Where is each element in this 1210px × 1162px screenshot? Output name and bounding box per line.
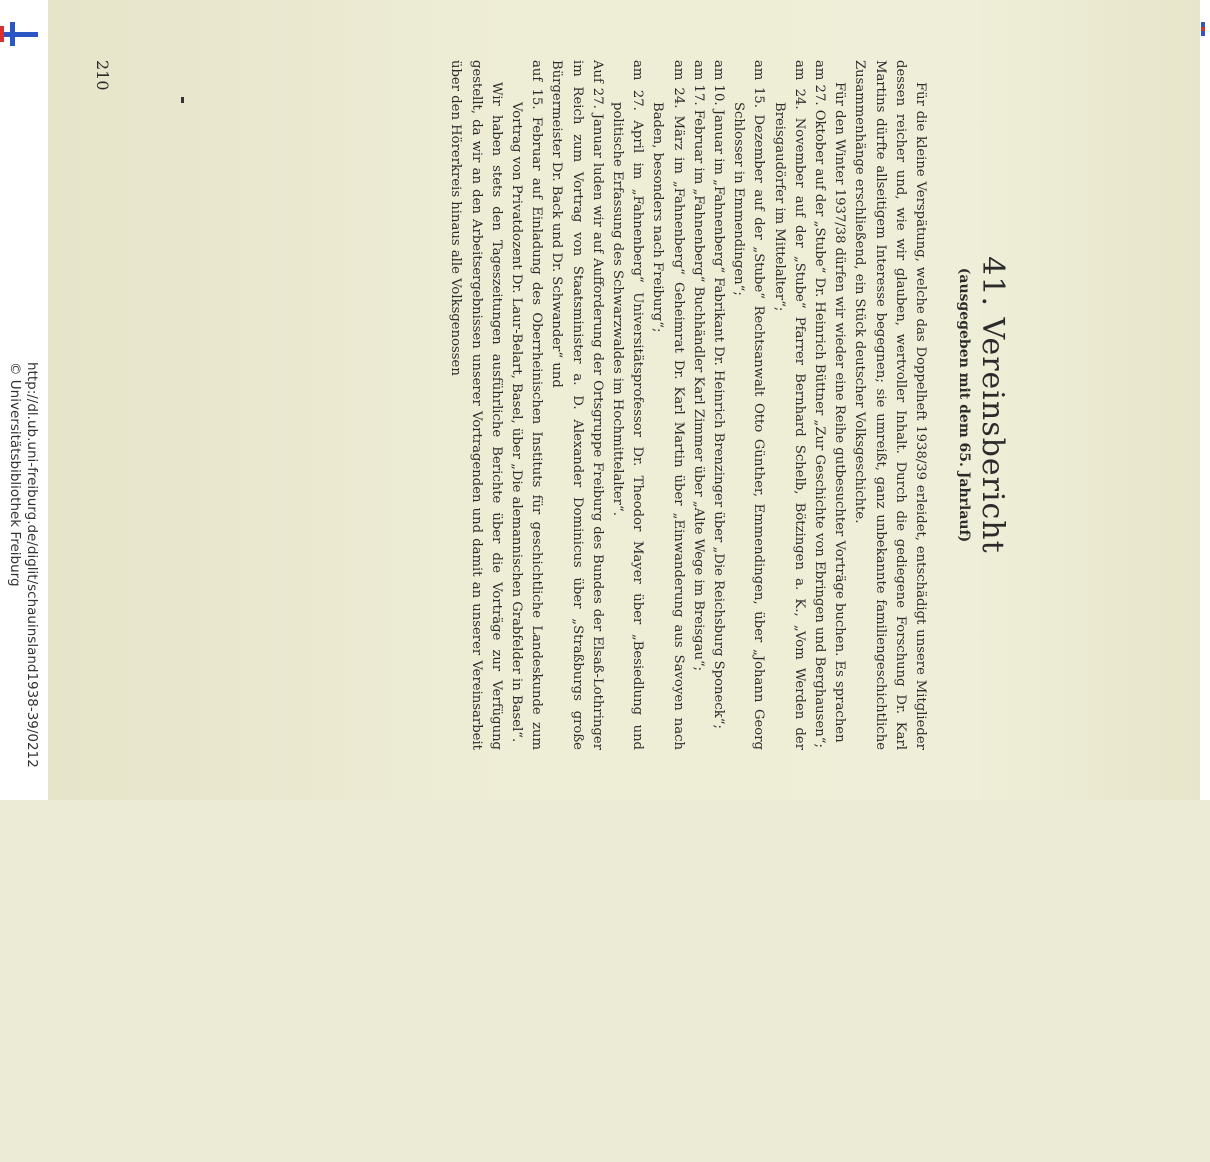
library-logo-icon	[0, 22, 38, 46]
watermark-copyright: © Universitätsbibliothek Freiburg	[7, 362, 23, 587]
paragraph: Für die kleine Verspätung, welche das Doppelheft 1938/39 erleidet, entschädigt unsere Mitglieder dessen reicher und, wie wir glauben, wertvoller Inhalt. Durch die gediegene Forschung Dr. Karl Martins dürfte allseitigem Interesse begegnen; sie umreißt, ganz unbekannte familiengeschichtliche Zusammenhänge erschließend, ein Stück deutscher Volksgeschichte.	[852, 60, 928, 750]
library-logo-icon-right	[1201, 22, 1205, 36]
lecture-entry: am 27. Oktober auf der „Stube“ Dr. Heinrich Büttner „Zur Geschichte von Ebringen und Berghausen“;	[811, 60, 827, 748]
viewer-right-margin	[1200, 0, 1210, 800]
lecture-entry: am 24. November auf der „Stube“ Pfarrer Bernhard Schelb, Bötzingen a. K., „Vom Werden der Breisgaudörfer im Mittelalter“;	[771, 60, 807, 750]
page-body	[445, 60, 930, 750]
lecture-entry: am 15. Dezember auf der „Stube“ Rechtsanwalt Otto Günther, Emmendingen, über „Johann Georg Schlosser in Emmendingen“;	[731, 60, 767, 750]
paragraph: Wir haben stets den Tageszeitungen ausführliche Berichte über die Vorträge zur Verfügung gestellt, da wir an den Arbeitsergebnissen unserer Vortragenden und damit an unserer Vereinsarbeit über den Hörerkreis hinaus alle Volksgenossen	[448, 60, 504, 750]
watermark	[0, 362, 40, 1162]
lecture-entry: am 10. Januar im „Fahnenberg“ Fabrikant Dr. Heinrich Brenzinger über „Die Reichsburg Sponeck“;	[710, 60, 726, 729]
lecture-entry: auf 15. Februar auf Einladung des Oberrheinischen Instituts für geschichtliche Landeskunde zum Vortrag von Privatdozent Dr. Laur-Belart, Basel, über „Die alemannischen Grabfelder in Basel“.	[508, 60, 545, 750]
lecture-entry: am 17. Februar im „Fahnenberg“ Buchhändler Karl Zimmer über „Alte Wege im Breisgau“;	[690, 60, 706, 672]
paragraph: Auf 27. Januar luden wir auf Aufforderung der Ortsgruppe Freiburg des Bundes der Elsaß-Lothringer im Reich zum Vortrag von Staatsminister a. D. Alexander Dominicus über „Straßburgs große Bürgermeister Dr. Back und Dr. Schwander“ und	[549, 60, 605, 750]
page-number: 210	[93, 60, 112, 91]
page-subtitle: (ausgegeben mit dem 65. Jahrlauf)	[956, 267, 972, 543]
page-title: 41. Vereinsbericht	[975, 256, 1010, 554]
lecture-entry: am 24. März im „Fahnenberg“ Geheimrat Dr. Karl Martin über „Einwanderung aus Savoyen nach Baden, besonders nach Freiburg“;	[650, 60, 686, 750]
page-content	[93, 60, 1010, 750]
lecture-entry: am 27. April im „Fahnenberg“ Universitätsprofessor Dr. Theodor Mayer über „Besiedlung und politische Erfassung des Schwarzwaldes im Hochmittelalter“.	[609, 60, 646, 750]
paragraph: Für den Winter 1937/38 dürfen wir wieder eine Reihe gutbesuchter Vorträge buchen. Es sprachen	[832, 82, 848, 743]
watermark-url: http://dl.ub.uni-freiburg.de/diglit/schauinsland1938-39/0212	[24, 362, 40, 768]
